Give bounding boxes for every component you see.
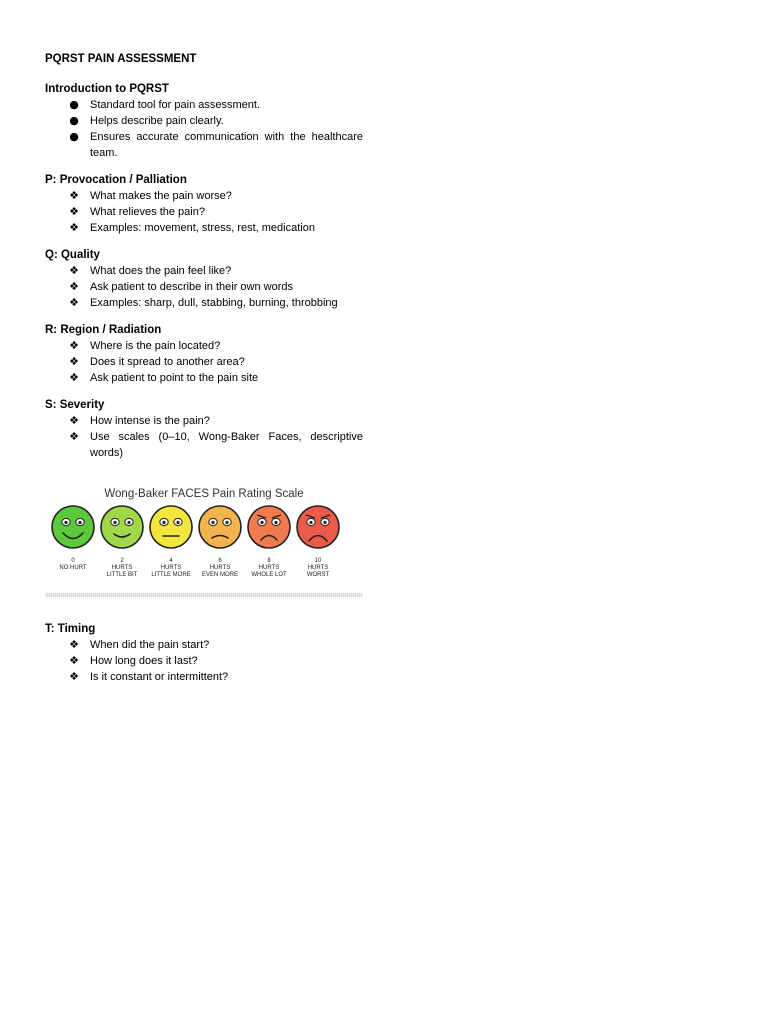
bullet-list bbox=[45, 413, 363, 461]
bullet-list bbox=[45, 188, 363, 236]
list-item-text: Examples: sharp, dull, stabbing, burning, throbbing bbox=[90, 297, 338, 309]
list-item bbox=[45, 113, 363, 129]
section-heading: Q: Quality bbox=[45, 249, 100, 261]
bullet-list bbox=[45, 637, 363, 685]
bullet-icon: ❖ bbox=[69, 654, 79, 667]
bullet-icon: ● bbox=[69, 130, 79, 143]
face-score-label: 0 bbox=[71, 558, 75, 564]
list-item-text: What relieves the pain? bbox=[90, 206, 205, 218]
bullet-list bbox=[45, 338, 363, 386]
face-score-label: 10 bbox=[314, 558, 322, 564]
section-p bbox=[45, 172, 363, 236]
bullet-list bbox=[45, 97, 363, 161]
list-item bbox=[45, 188, 363, 204]
face-8-icon bbox=[248, 506, 290, 548]
face-line1-label: HURTS bbox=[160, 565, 182, 571]
bullet-icon: ● bbox=[69, 98, 79, 111]
face-line2-label: LITTLE MORE bbox=[151, 572, 191, 578]
document-page bbox=[45, 50, 363, 696]
list-item-text: How intense is the pain? bbox=[90, 415, 210, 427]
sections-container bbox=[45, 81, 363, 461]
bullet-icon: ❖ bbox=[69, 280, 79, 293]
list-item-text: Ask patient to point to the pain site bbox=[90, 372, 259, 384]
list-item bbox=[45, 413, 363, 429]
face-line1-label: HURTS bbox=[111, 565, 133, 571]
section-heading: T: Timing bbox=[45, 623, 96, 635]
bullet-icon: ❖ bbox=[69, 189, 79, 202]
face-line2-label: LITTLE BIT bbox=[106, 572, 138, 578]
section-heading: R: Region / Radiation bbox=[45, 324, 162, 336]
list-item-text: Where is the pain located? bbox=[90, 340, 221, 352]
face-4-icon bbox=[150, 506, 192, 548]
bullet-list bbox=[45, 263, 363, 311]
bullet-icon: ❖ bbox=[69, 221, 79, 234]
face-score-label: 6 bbox=[218, 558, 222, 564]
bullet-icon: ❖ bbox=[69, 638, 79, 651]
list-item bbox=[45, 129, 363, 161]
section-r bbox=[45, 322, 363, 386]
face-line1-label: HURTS bbox=[258, 565, 280, 571]
bullet-icon: ❖ bbox=[69, 205, 79, 218]
list-item-text: Is it constant or intermittent? bbox=[90, 671, 229, 683]
section-divider bbox=[45, 593, 363, 597]
list-item bbox=[45, 295, 363, 311]
section-heading: S: Severity bbox=[45, 399, 105, 411]
document-title: PQRST PAIN ASSESSMENT bbox=[45, 53, 197, 65]
face-line2-label: WORST bbox=[306, 572, 330, 578]
face-line2-label: EVEN MORE bbox=[201, 572, 239, 578]
bullet-icon: ❖ bbox=[69, 264, 79, 277]
faces-row bbox=[52, 506, 339, 578]
section-s bbox=[45, 397, 363, 461]
list-item-text: Helps describe pain clearly. bbox=[90, 115, 224, 127]
list-item-text: How long does it last? bbox=[90, 655, 198, 667]
face-0-icon bbox=[52, 506, 94, 548]
list-item-text: When did the pain start? bbox=[90, 639, 210, 651]
bullet-icon: ● bbox=[69, 114, 79, 127]
list-item bbox=[45, 653, 363, 669]
list-item-text: Ask patient to describe in their own words bbox=[90, 281, 293, 293]
face-score-label: 8 bbox=[267, 558, 271, 564]
list-item bbox=[45, 354, 363, 370]
face-line1-label: HURTS bbox=[307, 565, 329, 571]
bullet-icon: ❖ bbox=[69, 414, 79, 427]
face-score-label: 4 bbox=[169, 558, 173, 564]
bullet-icon: ❖ bbox=[69, 355, 79, 368]
face-line2-label: WHOLE LOT bbox=[251, 572, 287, 578]
list-item bbox=[45, 220, 363, 236]
list-item bbox=[45, 429, 363, 461]
pain-scale-title: Wong-Baker FACES Pain Rating Scale bbox=[104, 488, 304, 500]
pain-scale-graphic bbox=[45, 483, 363, 583]
list-item-text: Standard tool for pain assessment. bbox=[90, 99, 260, 111]
list-item bbox=[45, 338, 363, 354]
face-10-icon bbox=[297, 506, 339, 548]
face-line1-label: HURTS bbox=[209, 565, 231, 571]
list-item bbox=[45, 279, 363, 295]
section-q bbox=[45, 247, 363, 311]
section-timing bbox=[45, 621, 363, 685]
face-line1-label: NO HURT bbox=[59, 565, 87, 571]
section-introduction bbox=[45, 81, 363, 161]
face-2-icon bbox=[101, 506, 143, 548]
list-item-text: What does the pain feel like? bbox=[90, 265, 232, 277]
bullet-icon: ❖ bbox=[69, 371, 79, 384]
list-item-text: Ensures accurate communication with the healthcare team. bbox=[90, 131, 363, 159]
list-item bbox=[45, 263, 363, 279]
bullet-icon: ❖ bbox=[69, 296, 79, 309]
face-score-label: 2 bbox=[120, 558, 124, 564]
bullet-icon: ❖ bbox=[69, 430, 79, 443]
list-item bbox=[45, 669, 363, 685]
list-item-text: What makes the pain worse? bbox=[90, 190, 232, 202]
section-heading: P: Provocation / Palliation bbox=[45, 174, 187, 186]
pain-scale-figure bbox=[45, 483, 363, 583]
bullet-icon: ❖ bbox=[69, 339, 79, 352]
list-item bbox=[45, 204, 363, 220]
face-6-icon bbox=[199, 506, 241, 548]
list-item bbox=[45, 97, 363, 113]
list-item-text: Does it spread to another area? bbox=[90, 356, 245, 368]
list-item-text: Examples: movement, stress, rest, medication bbox=[90, 222, 315, 234]
list-item bbox=[45, 637, 363, 653]
list-item bbox=[45, 370, 363, 386]
section-heading: Introduction to PQRST bbox=[45, 83, 169, 95]
list-item-text: Use scales (0–10, Wong-Baker Faces, descriptive words) bbox=[90, 431, 363, 459]
bullet-icon: ❖ bbox=[69, 670, 79, 683]
